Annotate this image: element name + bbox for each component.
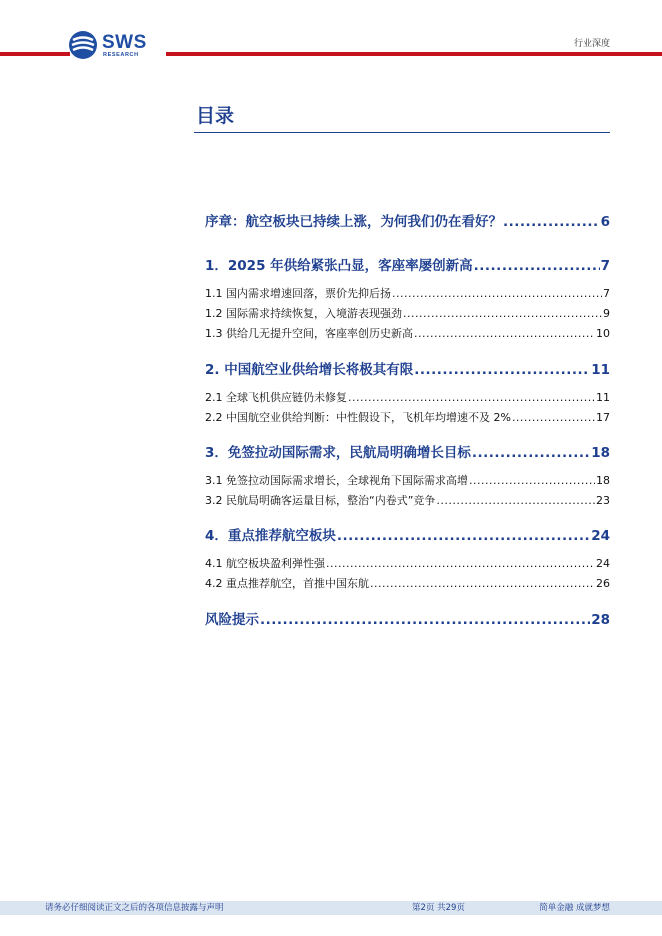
toc-entry-page: 11 <box>591 362 610 378</box>
toc-entry[interactable] <box>205 361 610 379</box>
toc-entry[interactable] <box>205 493 610 508</box>
toc-entry-text: 2.2 中国航空业供给判断：中性假设下，飞机年均增速不及 2% <box>205 411 511 424</box>
header-bar-right <box>166 52 662 56</box>
toc-entry-page: 26 <box>596 577 610 590</box>
toc-entry-text: 1．2025 年供给紧张凸显，客座率屡创新高 <box>205 258 473 274</box>
toc-entry-text: 1.3 供给几无提升空间，客座率创历史新高 <box>205 327 413 340</box>
footer-page-info: 第2页 共29页 <box>412 903 465 913</box>
toc-entry-text: 3．免签拉动国际需求，民航局明确增长目标 <box>205 445 471 461</box>
toc-entry-page: 18 <box>591 445 610 461</box>
toc-entry-page: 24 <box>596 557 610 570</box>
toc-entry-text: 1.1 国内需求增速回落，票价先抑后扬 <box>205 287 391 300</box>
toc-entry-text: 2.1 全球飞机供应链仍未修复 <box>205 391 347 404</box>
toc-entry-page: 7 <box>603 287 610 300</box>
header-bar-left <box>0 52 70 56</box>
toc-entry-text: 序章：航空板块已持续上涨，为何我们仍在看好？ <box>205 214 502 230</box>
toc-leader <box>436 493 595 508</box>
toc-leader <box>469 473 595 488</box>
toc-entry[interactable] <box>205 410 610 425</box>
toc-entry[interactable] <box>205 527 610 545</box>
toc-entry[interactable] <box>205 306 610 321</box>
toc-leader <box>472 444 590 462</box>
toc-entry-page: 11 <box>596 391 610 404</box>
toc-entry[interactable] <box>205 257 610 275</box>
toc-entry-page: 10 <box>596 327 610 340</box>
toc-title-divider <box>194 132 610 133</box>
toc-leader <box>326 556 595 571</box>
logo-wordmark: SWS <box>102 32 147 53</box>
report-type-label: 行业深度 <box>573 39 610 49</box>
toc-entry[interactable] <box>205 326 610 341</box>
toc-entry-page: 24 <box>591 528 610 544</box>
toc-leader <box>370 576 595 591</box>
toc-entry-text: 风险提示 <box>205 612 259 628</box>
toc-entry-page: 18 <box>596 474 610 487</box>
toc-entry[interactable] <box>205 611 610 629</box>
toc-entry[interactable] <box>205 390 610 405</box>
toc-entry-page: 9 <box>603 307 610 320</box>
toc-entry[interactable] <box>205 473 610 488</box>
toc-entry-page: 17 <box>596 411 610 424</box>
toc-entry-text: 4．重点推荐航空板块 <box>205 528 336 544</box>
toc-entry-text: 4.1 航空板块盈利弹性强 <box>205 557 325 570</box>
company-logo <box>68 30 168 60</box>
toc-leader <box>337 527 590 545</box>
toc-entry-page: 28 <box>591 612 610 628</box>
toc-entry-text: 1.2 国际需求持续恢复，入境游表现强劲 <box>205 307 402 320</box>
toc-entry-text: 3.1 免签拉动国际需求增长，全球视角下国际需求高增 <box>205 474 468 487</box>
toc-leader <box>260 611 590 629</box>
toc-leader <box>414 361 590 379</box>
toc-entry-text: 2. 中国航空业供给增长将极其有限 <box>205 362 414 378</box>
toc-entry[interactable] <box>205 556 610 571</box>
toc-entry[interactable] <box>205 576 610 591</box>
toc-entry[interactable] <box>205 444 610 462</box>
toc-leader <box>392 286 602 301</box>
page-footer <box>0 901 662 915</box>
toc-entry-page: 23 <box>596 494 610 507</box>
toc-entry-text: 3.2 民航局明确客运量目标，整治“内卷式”竞争 <box>205 494 436 507</box>
toc-entry-text: 4.2 重点推荐航空，首推中国东航 <box>205 577 369 590</box>
toc-leader <box>512 410 595 425</box>
page-header <box>0 0 662 70</box>
sws-logo-icon <box>68 30 98 60</box>
toc-leader <box>503 213 600 231</box>
toc-leader <box>414 326 595 341</box>
footer-disclaimer: 请务必仔细阅读正文之后的各项信息披露与声明 <box>45 903 224 913</box>
toc-leader <box>348 390 595 405</box>
toc-entry-page: 7 <box>600 258 610 274</box>
toc-leader <box>474 257 600 275</box>
toc-entry[interactable] <box>205 213 610 231</box>
toc-title: 目录 <box>196 105 235 127</box>
footer-slogan: 简单金融 成就梦想 <box>539 903 610 913</box>
logo-subtitle: RESEARCH <box>103 52 139 58</box>
toc-entry-page: 6 <box>600 214 610 230</box>
toc-entry[interactable] <box>205 286 610 301</box>
toc-leader <box>403 306 602 321</box>
